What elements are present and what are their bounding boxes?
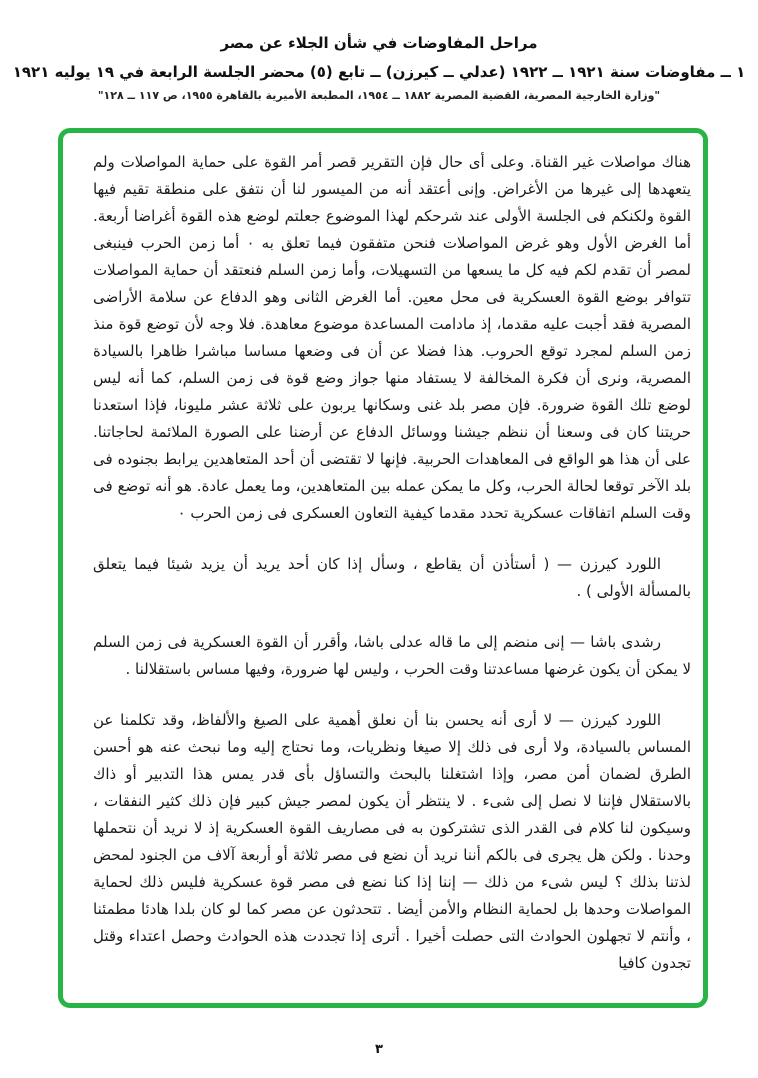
document-header bbox=[0, 0, 758, 102]
speaker-name: اللورد كيرزن — bbox=[558, 711, 661, 729]
green-highlight-frame bbox=[58, 128, 708, 1008]
paragraph-lord-curzon-1 bbox=[93, 551, 691, 605]
paragraph-text: هناك مواصلات غير القناة. وعلى أى حال فإن التقرير قصر أمر القوة على حماية المواصلات ولم يتعهدها إلى غيرها من الأغراض. وإنى أعتقد أنه من الميسور لنا أن نتفق على منطقة تقيم فيها القوة ولكنكم فى الجلسة الأولى عند شرحكم لهذا الموضوع جعلتم لوضع هذه القوة أغراضا أربعة. أما الغرض الأول وهو غرض المواصلات فنحن متفقون فيما تعلق به ٠ أما زمن الحرب فينبغى لمصر أن تقدم لكم فيه كل ما يسعها من التسهيلات، وأما زمن السلم فنعتقد أن حماية المواصلات تتوافر بوضع القوة العسكرية فى محل معين. أما الغرض الثانى وهو الدفاع عن سلامة الأراضى المصرية فقد أجبت عليه مقدما، إذ مادامت المساعدة موضوع معاهدة. فلا وجه لأن توضع قوة منذ زمن السلم لمجرد توقع الحروب. هذا فضلا عن أن فى وضعها مساسا مباشرا ظاهرا بالسيادة المصرية، ونرى أن فكرة المخالفة لا يستفاد منها جواز وضع قوة فى زمن السلم، كما أنه ليس لوضع تلك القوة ضرورة. فإن مصر بلد غنى وسكانها يربون على ثلاثة عشر مليونا، فإذا استعدنا حريتنا كان فى وسعنا أن ننظم جيشنا ووسائل الدفاع عن أرضنا على الصورة الملائمة لحاجاتنا. على أن هذا هو الواقع فى المعاهدات الحربية. فإنها لا تقتضى أن أحد المتعاهدين يرابط بجنوده فى بلد الآخر توقعا لحالة الحرب، وكل ما يمكن عمله بين المتعاهدين، وما يعمل عادة. هو أنه توضع فى وقت السلم اتفاقات عسكرية تحدد مقدما كيفية التعاون العسكرى فى زمن الحرب ٠ bbox=[93, 153, 691, 522]
paragraph-text: إنى منضم إلى ما قاله عدلى باشا، وأقرر أن القوة العسكرية فى زمن السلم لا يمكن أن يكون غرضها مساعدتنا وقت الحرب ، وليس لها ضرورة، وفيها مساس باستقلالنا . bbox=[93, 633, 691, 678]
page-title: مراحل المفاوضات في شأن الجلاء عن مصر bbox=[220, 34, 538, 52]
paragraph-continuation bbox=[93, 149, 691, 527]
paragraph-text: ( أستأذن أن يقاطع ، وسأل إذا كان أحد يريد أن يزيد شيئا فيما يتعلق بالمسألة الأولى ) . bbox=[93, 555, 691, 600]
speaker-name: اللورد كيرزن — bbox=[557, 555, 661, 573]
paragraph-text: لا أرى أنه يحسن بنا أن نعلق أهمية على الصيغ والألفاظ، وقد تكلمنا عن المساس بالسيادة، ولا أرى فى ذلك إلا صيغا ونظريات، وما نحتاج إليه وما نبحث عنه هو أحسن الطرق لضمان أمن مصر، وإذا اشتغلنا بالبحث والتساؤل بأى قدر يمس هذا التدبير أو ذاك بالاستقلال فإننا لا نصل إلى شىء . لا ينتظر أن يكون لمصر جيش كبير فإن ذلك كثير النفقات ، وسيكون لنا كلام فى القدر الذى تشتركون به فى مصاريف القوة العسكرية إذ لا نريد أن نتحملها وحدنا . ولكن هل يجرى فى بالكم أننا نريد أن نضع فى مصر ثلاثة أو أربعة آلاف من الجنود لمحض لذتنا بذلك ؟ ليس شىء من ذلك — إننا إذا كنا نضع فى مصر قوة عسكرية فليس ذلك لحماية المواصلات وحدها بل لحماية النظام والأمن أيضا . تتحدثون عن مصر كما لو كان بلدا هادئا مطمئنا ، وأنتم لا تجهلون الحوادث التى حصلت أخيرا . أترى إذا تجددت هذه الحوادث وحصل اعتداء وقتل تجدون كافيا bbox=[93, 711, 691, 972]
document-body-text bbox=[93, 149, 691, 977]
paragraph-rushdi-pasha bbox=[93, 629, 691, 683]
page-subtitle: ١ ــ مفاوضات سنة ١٩٢١ ــ ١٩٢٢ (عدلي ــ كيرزن) ــ تابع (٥) محضر الجلسة الرابعة في ١٩ يوليه ١٩٢١ bbox=[12, 63, 746, 81]
page-number: ٣ bbox=[375, 1042, 383, 1057]
source-citation: "وزارة الخارجية المصرية، القضية المصرية ١٨٨٢ ــ ١٩٥٤، المطبعة الأميرية بالقاهرة ١٩٥٥، ص ١١٧ ــ ١٢٨" bbox=[97, 89, 661, 102]
speaker-name: رشدى باشا — bbox=[569, 633, 661, 651]
paragraph-lord-curzon-2 bbox=[93, 707, 691, 977]
